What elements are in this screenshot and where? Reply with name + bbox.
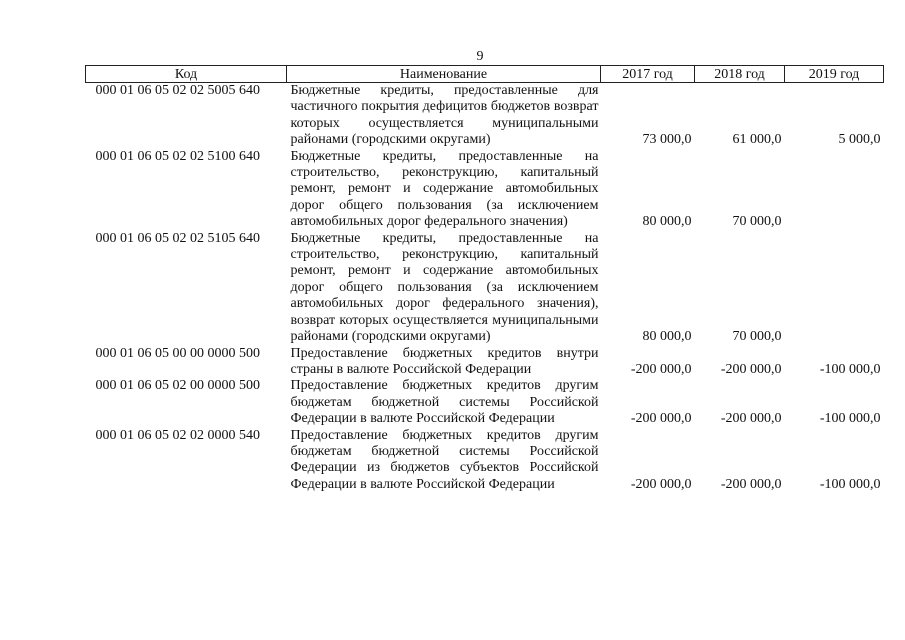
row-value-2019: -100 000,0: [819, 361, 881, 377]
row-name: Предоставление бюджетных кредитов другим бюджетам бюджетной системы Российской Федерации в валюте Российской Федерации: [290, 378, 599, 427]
row-code: 000 01 06 05 02 00 0000 500: [95, 378, 260, 394]
row-code: 000 01 06 05 02 02 5100 640: [95, 148, 260, 164]
row-value-2019: -100 000,0: [819, 411, 881, 427]
row-value-2018: 61 000,0: [732, 132, 782, 148]
row-value-2017: 80 000,0: [642, 329, 692, 345]
row-value-2017: 73 000,0: [642, 132, 692, 148]
header-code: Код: [86, 66, 287, 83]
header-name: Наименование: [287, 66, 601, 83]
table-row: [86, 149, 884, 231]
header-2019: 2019 год: [785, 66, 884, 83]
row-value-2019: [785, 231, 884, 346]
table-row: [86, 83, 884, 149]
row-value-2017: -200 000,0: [630, 361, 692, 377]
row-value-2017: -200 000,0: [630, 476, 692, 492]
row-value-2018: -200 000,0: [720, 361, 782, 377]
row-name: Бюджетные кредиты, предоставленные на строительство, реконструкцию, капитальный ремонт, ремонт и содержание автомобильных дорог общего пользования (за исключением автомобильных дорог федерального значения), возврат которых осуществляется муниципальными районами (городскими округами): [290, 230, 599, 345]
row-code: 000 01 06 05 00 00 0000 500: [95, 345, 260, 361]
row-value-2019: 5 000,0: [838, 132, 881, 148]
page-number: 9: [476, 49, 484, 64]
table-row: [86, 378, 884, 427]
row-value-2019: -100 000,0: [819, 476, 881, 492]
row-value-2018: 70 000,0: [732, 329, 782, 345]
row-value-2017: -200 000,0: [630, 411, 692, 427]
header-2018: 2018 год: [695, 66, 785, 83]
table-row: [86, 231, 884, 346]
row-value-2017: 80 000,0: [642, 214, 692, 230]
row-code: 000 01 06 05 02 02 0000 540: [95, 427, 260, 443]
budget-sources-table: [85, 65, 884, 493]
table-header-row: [86, 66, 884, 83]
table-row: [86, 428, 884, 494]
row-value-2019: [785, 149, 884, 231]
row-name: Бюджетные кредиты, предоставленные на строительство, реконструкцию, капитальный ремонт, ремонт и содержание автомобильных дорог общего пользования (за исключением автомобильных дорог федерального значения): [290, 148, 599, 230]
table-row: [86, 346, 884, 379]
row-value-2018: -200 000,0: [720, 476, 782, 492]
row-code: 000 01 06 05 02 02 5005 640: [95, 83, 260, 98]
row-value-2018: -200 000,0: [720, 411, 782, 427]
row-name: Предоставление бюджетных кредитов другим бюджетам бюджетной системы Российской Федерации из бюджетов субъектов Российской Федерации в валюте Российской Федерации: [290, 427, 599, 492]
row-code: 000 01 06 05 02 02 5105 640: [95, 230, 260, 246]
header-2017: 2017 год: [601, 66, 695, 83]
row-value-2018: 70 000,0: [732, 214, 782, 230]
row-name: Предоставление бюджетных кредитов внутри страны в валюте Российской Федерации: [290, 345, 599, 377]
row-name: Бюджетные кредиты, предоставленные для частичного покрытия дефицитов бюджетов возврат которых осуществляется муниципальными районами (городскими округами): [290, 83, 599, 148]
